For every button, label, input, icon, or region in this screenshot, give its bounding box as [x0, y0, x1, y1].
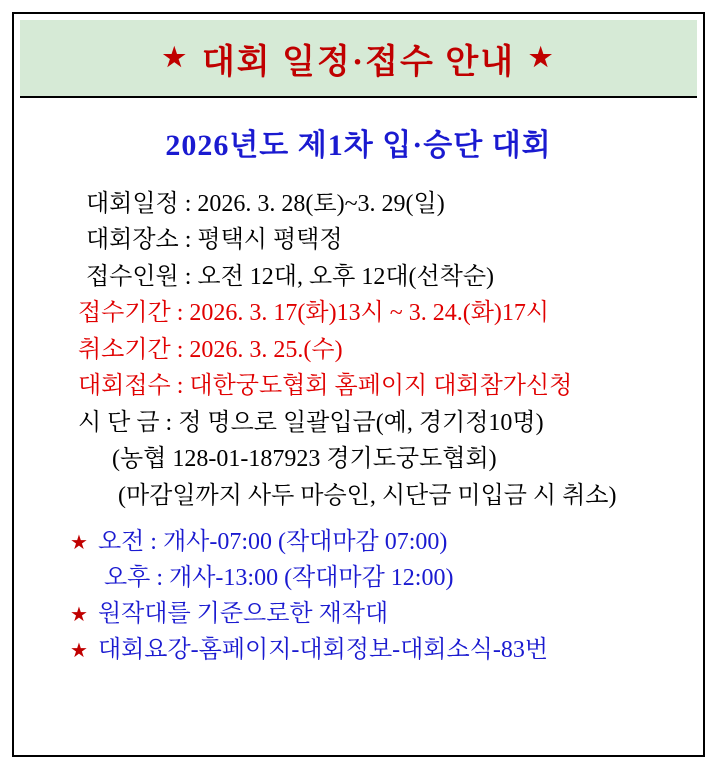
info-line-registration-period: 접수기간 : 2026. 3. 17(화)13시 ~ 3. 24.(화)17시	[78, 300, 550, 327]
spacer	[40, 514, 677, 524]
header-title-group	[163, 34, 555, 83]
star-icon-right: ★	[529, 43, 555, 72]
star-icon-bullet-3: ★	[70, 640, 88, 663]
bullet-afternoon	[40, 560, 677, 596]
poster-body	[14, 98, 703, 668]
bullet-text-afternoon: 오후 : 개사-13:00 (작대마감 12:00)	[104, 565, 454, 592]
star-icon-left: ★	[162, 43, 188, 72]
bullet-guideline	[40, 632, 677, 668]
bullet-morning	[40, 524, 677, 560]
info-line-deadline-note: (마감일까지 사두 마승인, 시단금 미입금 시 취소)	[118, 482, 617, 509]
bullet-text-morning: 오전 : 개사-07:00 (작대마감 07:00)	[97, 529, 448, 556]
info-line-schedule: 대회일정 : 2026. 3. 28(토)~3. 29(일)	[86, 191, 445, 217]
poster-header	[20, 20, 697, 98]
bullet-text-redraw: 원작대를 기준으로한 재작대	[97, 601, 389, 628]
info-line-fee: 시 단 금 : 정 명으로 일괄입금(예, 경기정10명)	[78, 409, 544, 436]
info-line-capacity: 접수인원 : 오전 12대, 오후 12대(선착순)	[86, 263, 495, 290]
info-line-registration-method: 대회접수 : 대한궁도협회 홈페이지 대회참가신청	[78, 373, 573, 400]
star-icon-bullet-1: ★	[70, 532, 88, 555]
bullet-text-guideline: 대회요강-홈페이지-대회정보-대회소식-83번	[97, 637, 549, 664]
bullet-redraw	[40, 596, 677, 632]
page-title: 대회 일정·접수 안내	[201, 43, 516, 81]
info-line-venue: 대회장소 : 평택시 평택정	[86, 227, 343, 254]
info-line-bank-account: (농협 128-01-187923 경기도궁도협회)	[112, 446, 497, 473]
event-subtitle: 2026년도 제1차 입·승단 대회	[165, 129, 552, 162]
info-line-cancel-period: 취소기간 : 2026. 3. 25.(수)	[78, 336, 343, 363]
star-icon-bullet-2: ★	[70, 604, 88, 627]
